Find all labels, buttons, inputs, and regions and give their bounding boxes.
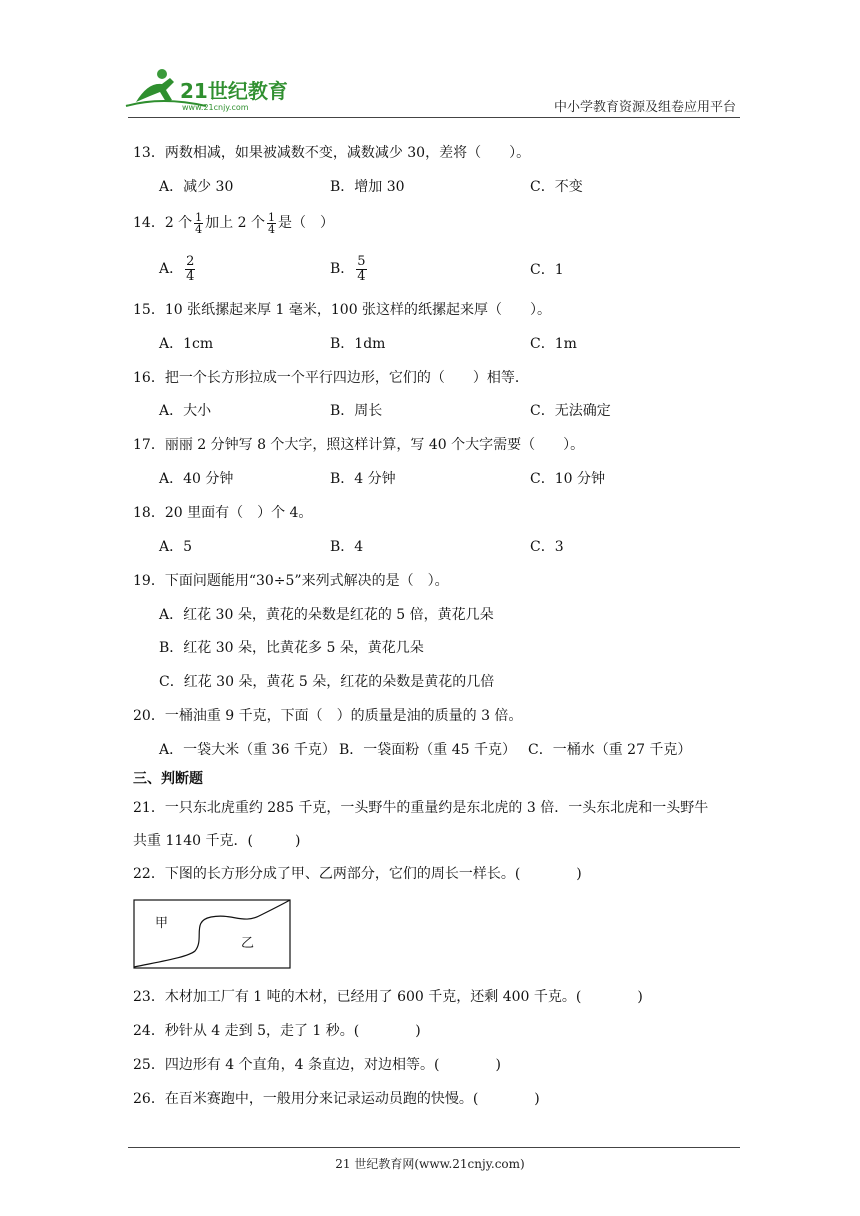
q14-suffix: 是（ ） [277, 215, 334, 231]
q17-option-b: B．4 分钟 [330, 471, 396, 487]
question-19: 19．下面问题能用“30÷5”来列式解决的是（ ）。 [133, 573, 449, 589]
logo-url: www.21cnjy.com [182, 103, 249, 112]
q16-option-a: A．大小 [159, 403, 212, 419]
q13-option-a: A．减少 30 [159, 179, 234, 195]
q17-option-a: A．40 分钟 [159, 471, 234, 487]
q15-option-b: B．1dm [330, 336, 386, 352]
question-21-line2: 共重 1140 千克．( ) [133, 833, 301, 849]
question-24: 24．秒针从 4 走到 5，走了 1 秒。( ) [133, 1023, 421, 1039]
question-20: 20．一桶油重 9 千克，下面（ ）的质量是油的质量的 3 倍。 [133, 708, 523, 724]
q19-option-a: A．红花 30 朵，黄花的朵数是红花的 5 倍，黄花几朵 [159, 607, 494, 623]
figure-label-yi: 乙 [241, 936, 255, 951]
logo-text: 21世纪教育 [180, 79, 288, 103]
question-25: 25．四边形有 4 个直角，4 条直边，对边相等。( ) [133, 1057, 501, 1073]
question-13: 13．两数相减，如果被减数不变，减数减少 30，差将（ ）。 [133, 145, 531, 161]
figure-label-jia: 甲 [155, 916, 169, 931]
q14-option-a: A． $\frac{2}{4}$ [159, 253, 195, 284]
footer-text: 21 世纪教育网(www.21cnjy.com) [335, 1157, 525, 1171]
q16-option-b: B．周长 [330, 403, 383, 419]
q13-option-b: B．增加 30 [330, 179, 405, 195]
q20-option-c: C．一桶水（重 27 千克） [528, 742, 692, 758]
q15-option-c: C．1m [530, 336, 577, 352]
q14-option-c: C．1 [530, 262, 564, 278]
section-title-judgement: 三、判断题 [133, 771, 203, 787]
footer-divider [128, 1147, 740, 1148]
q16-option-c: C．无法确定 [530, 403, 611, 419]
q14-fraction-2: $\frac{1}{4}$ [267, 210, 275, 236]
question-22: 22．下图的长方形分成了甲、乙两部分，它们的周长一样长。( ) [133, 866, 582, 882]
q15-option-a: A．1cm [159, 336, 214, 352]
q19-option-c: C．红花 30 朵，黄花 5 朵，红花的朵数是黄花的几倍 [159, 674, 495, 690]
question-17: 17．丽丽 2 分钟写 8 个大字，照这样计算，写 40 个大字需要（ ）。 [133, 437, 585, 453]
question-23: 23．木材加工厂有 1 吨的木材，已经用了 600 千克，还剩 400 千克。( ) [133, 989, 643, 1005]
q17-option-c: C．10 分钟 [530, 471, 605, 487]
q14-prefix: 14．2 个 [133, 215, 193, 231]
rectangle-figure [133, 899, 291, 969]
q19-option-b: B．红花 30 朵，比黄花多 5 朵，黄花几朵 [159, 640, 424, 656]
q14-fraction-1: $\frac{1}{4}$ [195, 210, 203, 236]
question-26: 26．在百米赛跑中，一般用分来记录运动员跑的快慢。( ) [133, 1091, 540, 1107]
question-21-line1: 21．一只东北虎重约 285 千克，一头野牛的重量约是东北虎的 3 倍．一头东北虎和一头野牛 [133, 800, 709, 816]
header-divider [128, 117, 740, 118]
q13-option-c: C．不变 [530, 179, 583, 195]
platform-name: 中小学教育资源及组卷应用平台 [553, 100, 736, 115]
question-15: 15．10 张纸摞起来厚 1 毫米，100 张这样的纸摞起来厚（ ）。 [133, 302, 552, 318]
q18-option-a: A．5 [159, 539, 193, 555]
q20-option-b: B．一袋面粉（重 45 千克） [339, 742, 517, 758]
question-14 [133, 208, 334, 238]
question-18: 18．20 里面有（ ）个 4。 [133, 505, 313, 521]
q18-option-b: B．4 [330, 539, 364, 555]
q20-option-a: A．一袋大米（重 36 千克） [159, 742, 336, 758]
q14-mid: 加上 2 个 [205, 215, 265, 231]
q18-option-c: C．3 [530, 539, 564, 555]
question-16: 16．把一个长方形拉成一个平行四边形，它们的（ ）相等． [133, 370, 529, 386]
q14-option-b: B． $\frac{5}{4}$ [330, 253, 366, 284]
site-logo [122, 66, 292, 114]
